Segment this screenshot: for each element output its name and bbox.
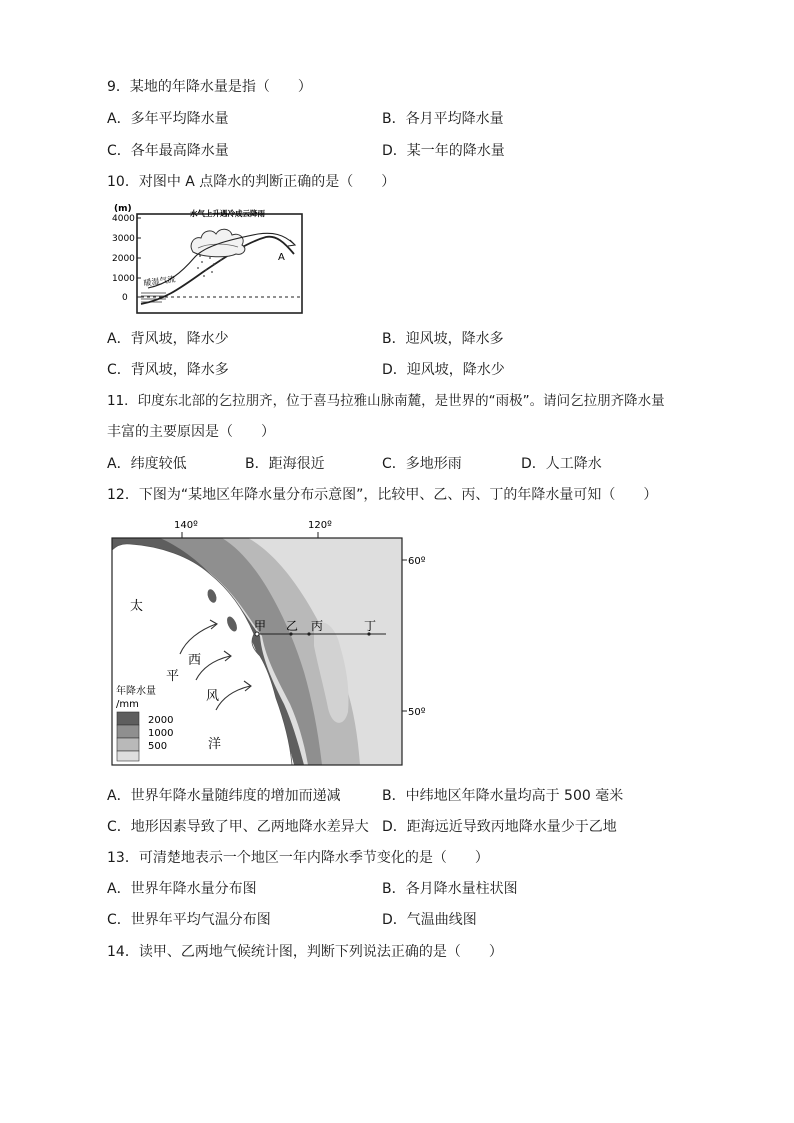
q9-stem: 9．某地的年降水量是指（ ） [107,79,312,95]
q9-option-c: C．各年最高降水量 [107,143,229,159]
q12-ocean-char-1: 太 [130,599,144,614]
q12-legend-swatch-base [117,751,139,761]
q9-option-a: A．多年平均降水量 [107,111,229,127]
q12-precipitation-map [100,516,440,772]
q10-tick-0: 0 [122,293,128,303]
q10-stem: 10．对图中 A 点降水的判断正确的是（ ） [107,174,396,190]
q11-option-a: A．纬度较低 [107,456,187,472]
q12-ocean-char-3: 洋 [208,737,222,752]
q12-wind-char-1: 西 [188,653,202,668]
q10-unit-label: (m) [114,204,132,214]
q13-option-a: A．世界年降水量分布图 [107,881,257,897]
q12-ocean-char-2: 平 [166,669,180,684]
q10-option-b: B．迎风坡，降水多 [382,331,504,347]
q10-caption: 水气上升遇冷成云降雨 [190,209,265,218]
q10-option-c: C．背风坡，降水多 [107,362,229,378]
q10-option-d: D．迎风坡，降水少 [382,362,505,378]
q12-legend-1000: 1000 [148,728,174,739]
q11-option-c: C．多地形雨 [382,456,462,472]
q12-lon-120: 120º [308,520,332,531]
q9-option-b: B．各月平均降水量 [382,111,504,127]
q12-stem: 12．下图为“某地区年降水量分布示意图”，比较甲、乙、丙、丁的年降水量可知（ ） [107,487,658,503]
q12-lat-60: 60º [408,556,426,567]
q11-option-d: D．人工降水 [521,456,602,472]
q11-stem-line1: 11．印度东北部的乞拉朋齐，位于喜马拉雅山脉南麓，是世界的“雨极”。请问乞拉朋齐降水量 [107,393,665,409]
q13-stem: 13．可清楚地表示一个地区一年内降水季节变化的是（ ） [107,850,489,866]
q13-option-d: D．气温曲线图 [382,912,477,928]
q14-stem: 14．读甲、乙两地气候统计图，判断下列说法正确的是（ ） [107,944,503,960]
q10-tick-3000: 3000 [112,234,135,244]
q12-legend-2000: 2000 [148,715,174,726]
q12-option-b: B．中纬地区年降水量均高于 500 毫米 [382,788,624,804]
q12-legend-swatch-500 [117,738,139,751]
q12-lon-140: 140º [174,520,198,531]
q12-legend-swatch-1000 [117,725,139,738]
q10-tick-2000: 2000 [112,254,135,264]
q12-legend-unit: /mm [116,699,139,710]
q10-point-a: A [278,252,285,263]
q12-point-bing: 丙 [311,619,324,633]
q11-option-b: B．距海很近 [245,456,325,472]
q10-tick-4000: 4000 [112,214,135,224]
q12-option-d: D．距海远近导致丙地降水量少于乙地 [382,819,617,835]
q12-point-jia: 甲 [254,619,267,633]
q12-legend-500: 500 [148,741,168,752]
q12-point-yi: 乙 [286,619,299,633]
q12-wind-char-2: 风 [206,689,220,704]
q12-option-a: A．世界年降水量随纬度的增加而递减 [107,788,341,804]
q10-tick-1000: 1000 [112,274,135,284]
q12-option-c: C．地形因素导致了甲、乙两地降水差异大 [107,819,369,835]
q10-air-label: 暖湿气流 [143,274,176,288]
q13-option-b: B．各月降水量柱状图 [382,881,518,897]
q12-lat-50: 50º [408,707,426,718]
q10-mountain-figure [108,200,308,316]
q12-legend-swatch-2000 [117,712,139,725]
q10-option-a: A．背风坡，降水少 [107,331,229,347]
q13-option-c: C．世界年平均气温分布图 [107,912,271,928]
q11-stem-line2: 丰富的主要原因是（ ） [107,424,275,440]
q9-option-d: D．某一年的降水量 [382,143,505,159]
q12-point-ding: 丁 [364,619,377,633]
q12-legend-title: 年降水量 [116,686,156,697]
